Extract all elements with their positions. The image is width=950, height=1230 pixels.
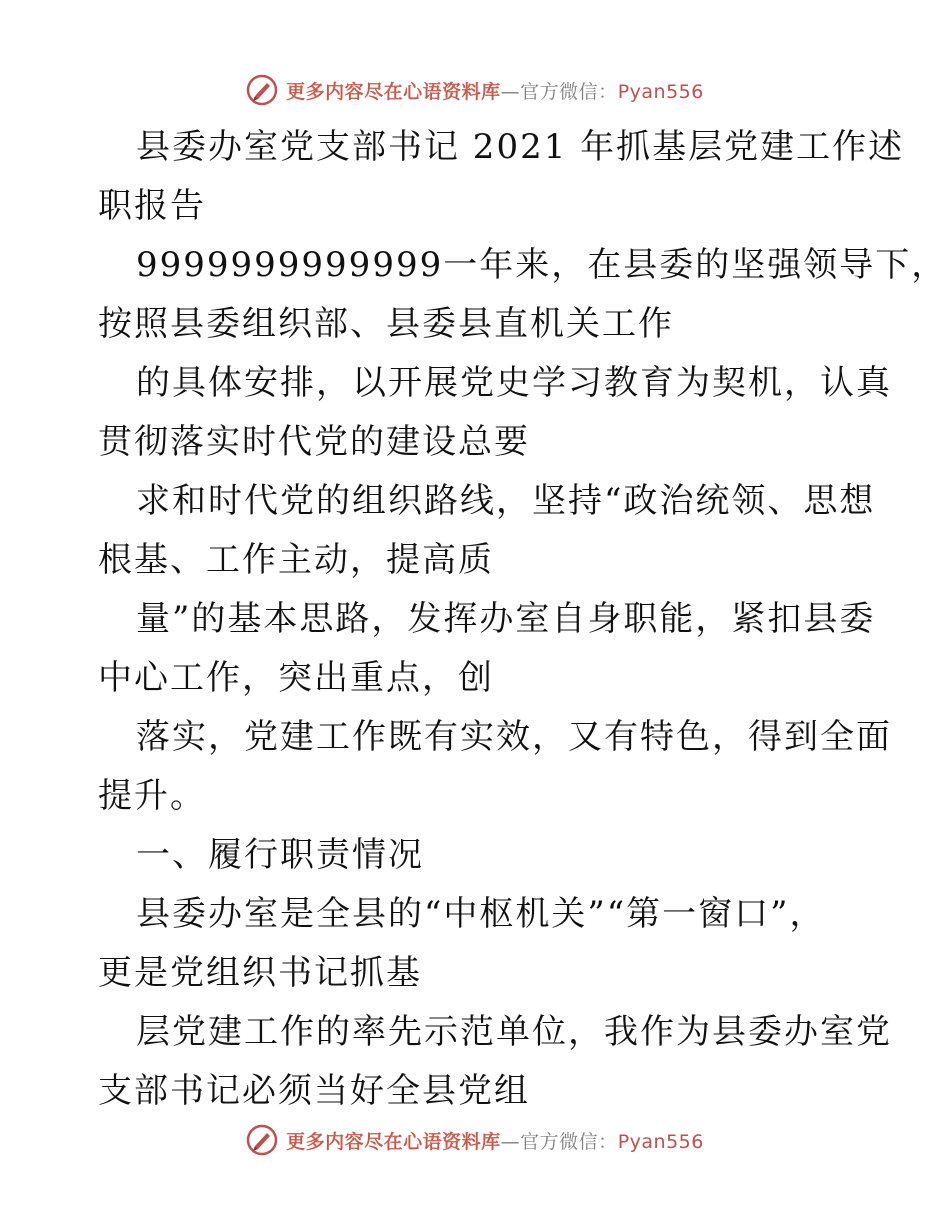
- watermark-main: 更多内容尽在心语资料库: [286, 80, 501, 103]
- paragraph-line: 落实，党建工作既有实效，又有特色，得到全面: [136, 717, 892, 757]
- paragraph-line: 贯彻落实时代党的建设总要: [98, 422, 530, 462]
- paragraph-line: 量”的基本思路，发挥办室自身职能，紧扣县委: [136, 599, 876, 639]
- section-heading-text: 一、履行职责情况: [136, 835, 424, 875]
- paragraph-line: 职报告: [98, 186, 206, 226]
- paragraph-line: 更是党组织书记抓基: [98, 953, 422, 993]
- watermark-main: 更多内容尽在心语资料库: [286, 1130, 501, 1153]
- watermark-footer: [0, 1120, 950, 1160]
- paragraph-line: 9999999999999一年来，在县委的坚强领导下，: [136, 245, 948, 285]
- watermark-text: [286, 1127, 704, 1154]
- paragraph: [98, 472, 876, 590]
- watermark-text: [286, 77, 704, 104]
- watermark-account: Pyan556: [617, 80, 704, 103]
- paragraph-line: 按照县委组织部、县委县直机关工作: [98, 304, 674, 344]
- watermark-header: [0, 70, 950, 110]
- watermark-label: 官方微信：: [520, 1130, 618, 1153]
- section-heading: [98, 826, 858, 885]
- document-body: [98, 118, 948, 1121]
- paragraph: [98, 236, 948, 354]
- paragraph-line: 中心工作，突出重点，创: [98, 658, 494, 698]
- paragraph-line: 县委办室党支部书记 2021 年抓基层党建工作述: [136, 127, 905, 167]
- paragraph: [98, 590, 876, 708]
- paragraph: [98, 1003, 892, 1121]
- pen-logo-icon: [246, 1124, 278, 1156]
- paragraph-line: 求和时代党的组织路线，坚持“政治统领、思想: [136, 481, 876, 521]
- paragraph: [98, 708, 892, 826]
- paragraph-line: 的具体安排，以开展党史学习教育为契机，认真: [136, 363, 892, 403]
- paragraph: [98, 885, 858, 1003]
- paragraph: [98, 354, 892, 472]
- paragraph-line: 层党建工作的率先示范单位，我作为县委办室党: [136, 1012, 892, 1052]
- pen-logo-icon: [246, 74, 278, 106]
- paragraph-title: [98, 118, 905, 236]
- paragraph-line: 县委办室是全县的“中枢机关”“第一窗口”，: [136, 894, 826, 934]
- watermark-separator: —: [500, 1130, 521, 1153]
- watermark-account: Pyan556: [617, 1130, 704, 1153]
- paragraph-line: 根基、工作主动，提高质: [98, 540, 494, 580]
- watermark-separator: —: [500, 80, 521, 103]
- paragraph-line: 提升。: [98, 776, 206, 816]
- watermark-label: 官方微信：: [520, 80, 618, 103]
- paragraph-line: 支部书记必须当好全县党组: [98, 1071, 530, 1111]
